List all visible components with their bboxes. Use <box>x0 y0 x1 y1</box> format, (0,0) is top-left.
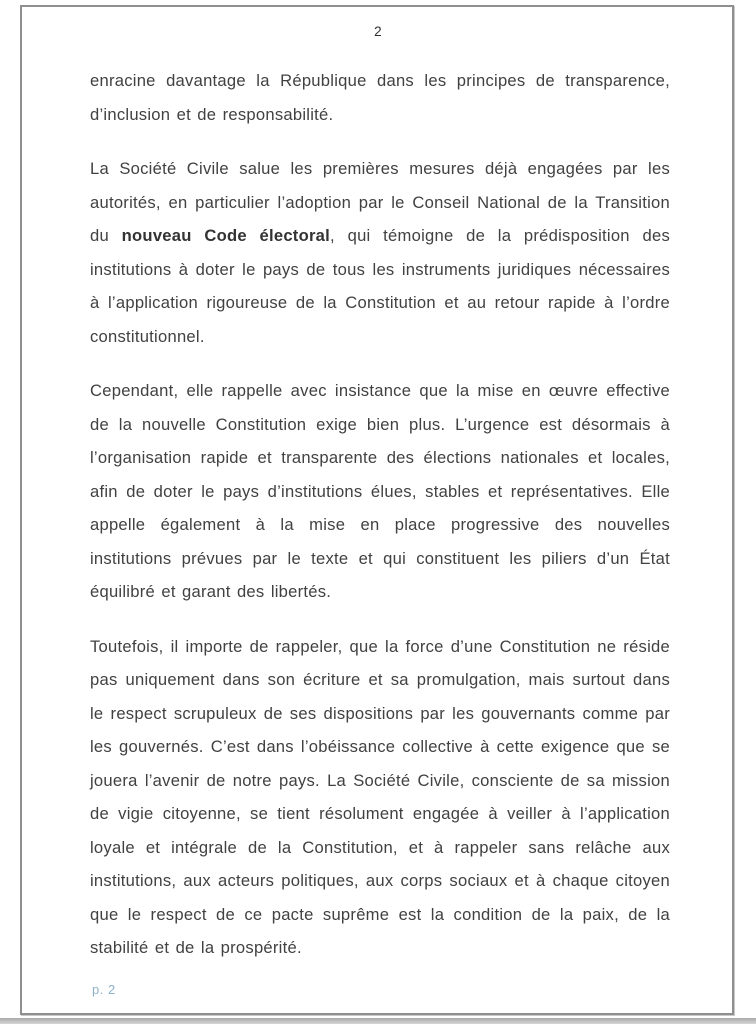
photo-bottom-edge <box>0 1018 756 1024</box>
page-number: 2 <box>374 24 382 39</box>
emphasized-text: nouveau Code électoral <box>121 226 331 245</box>
paragraph-text: enracine davantage la République dans les principes de transparence, d’inclusion et de responsabilité. <box>90 71 670 124</box>
paragraph-text: Toutefois, il importe de rappeler, que la force d’une Constitution ne réside pas uniquement dans son écriture et sa promulgation, mais surtout dans le respect scrupuleux de ses dispositions par les gouvernants comme par les gouvernés. C’est dans l’obéissance collective à cette exigence que se jouera l’avenir de notre pays. La Société Civile, consciente de sa mission de vigie citoyenne, se tient résolument engagée à veiller à l’application loyale et intégrale de la Constitution, et à rappeler sans relâche aux institutions, aux acteurs politiques, aux corps sociaux et à chaque citoyen que le respect de ce pacte suprême est la condition de la paix, de la stabilité et de la prospérité. <box>90 636 670 957</box>
paragraph <box>90 630 670 965</box>
document-body <box>90 64 670 986</box>
paragraph-text: , qui témoigne de la prédisposition des institutions à doter le pays de tous les instruments juridiques nécessaires à l’application rigoureuse de la Constitution et au retour rapide à l’ordre constitutionnel. <box>90 226 670 346</box>
paragraph-text: Cependant, elle rappelle avec insistance que la mise en œuvre effective de la nouvelle Constitution exige bien plus. L’urgence est désormais à l’organisation rapide et transparente des élections nationales et locales, afin de doter le pays d’institutions élues, stables et représentatives. Elle appelle également à la mise en place progressive des nouvelles institutions prévues par le texte et qui constituent les piliers d’un État équilibré et garant des libertés. <box>90 381 670 601</box>
paragraph-text: La Société Civile salue les premières mesures déjà engagées par les autorités, en particulier l’adoption par le Conseil National de la Transition du <box>90 159 670 245</box>
paragraph <box>90 64 670 131</box>
footer-page-label: p. 2 <box>92 982 116 997</box>
paragraph <box>90 374 670 609</box>
paragraph <box>90 152 670 353</box>
